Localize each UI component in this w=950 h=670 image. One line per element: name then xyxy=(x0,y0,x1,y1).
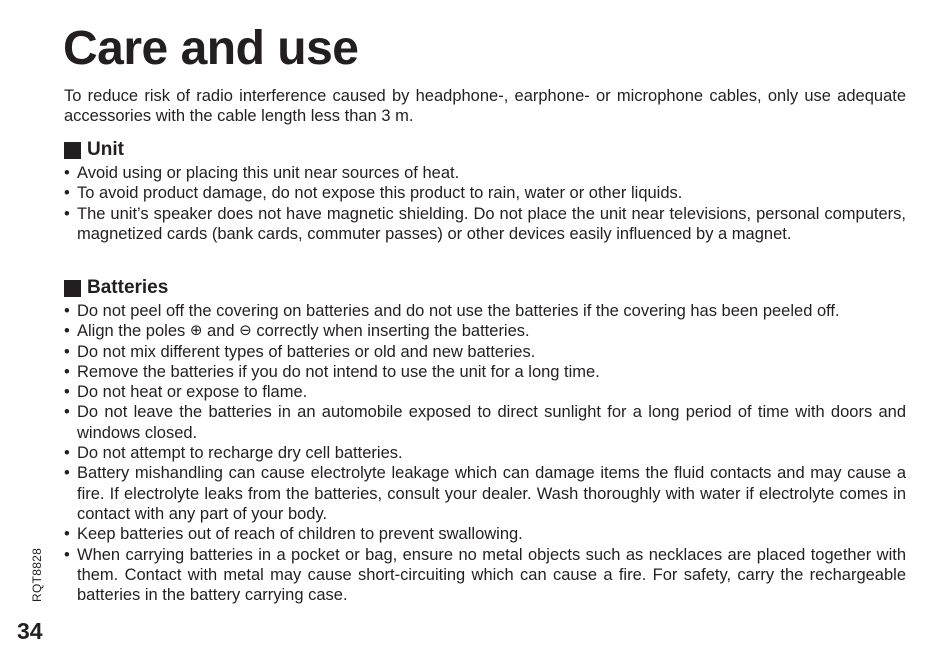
list-item-poles xyxy=(64,321,906,341)
batteries-list xyxy=(64,301,906,605)
section-square-icon xyxy=(64,142,81,159)
poles-text-a: Align the poles xyxy=(77,322,186,341)
page-title: Care and use xyxy=(63,22,359,75)
minus-pole-icon: ⊖ xyxy=(239,322,252,340)
batteries-section xyxy=(64,276,906,605)
list-item: • The unit’s speaker does not have magnetic shielding. Do not place the unit near televisions, personal computers, magnetized cards (bank cards, commuter passes) or other devices easily influenced by a magnet. xyxy=(64,204,906,245)
unit-list xyxy=(64,163,906,244)
batteries-heading xyxy=(64,276,906,300)
list-item: • Keep batteries out of reach of children to prevent swallowing. xyxy=(64,524,906,544)
intro-paragraph: To reduce risk of radio interference caused by headphone-, earphone- or microphone cables, only use adequate accessories with the cable length less than 3 m. xyxy=(64,87,906,126)
list-item: • When carrying batteries in a pocket or bag, ensure no metal objects such as necklaces are placed together with them. Contact with metal may cause short-circuiting which can cause a fire. For safety, carry the rechargeable batteries in the battery carrying case. xyxy=(64,545,906,606)
section-square-icon xyxy=(64,280,81,297)
list-item: • Do not peel off the covering on batteries and do not use the batteries if the covering has been peeled off. xyxy=(64,301,906,321)
page-number: 34 xyxy=(17,618,43,644)
unit-heading xyxy=(64,138,906,162)
unit-section xyxy=(64,138,906,244)
list-item: • Remove the batteries if you do not intend to use the unit for a long time. xyxy=(64,362,906,382)
unit-heading-label: Unit xyxy=(87,139,124,160)
list-item: • Do not heat or expose to flame. xyxy=(64,382,906,402)
list-item: • Do not leave the batteries in an automobile exposed to direct sunlight for a long period of time with doors and windows closed. xyxy=(64,402,906,443)
list-item: • Do not attempt to recharge dry cell batteries. xyxy=(64,443,906,463)
list-item: • Battery mishandling can cause electrolyte leakage which can damage items the fluid contacts and may cause a fire. If electrolyte leaks from the batteries, consult your dealer. Wash thoroughly with water if electrolyte comes in contact with any part of your body. xyxy=(64,463,906,524)
poles-text-c: correctly when inserting the batteries. xyxy=(256,322,530,341)
document-code: RQT8828 xyxy=(30,547,44,602)
list-item: • Do not mix different types of batteries or old and new batteries. xyxy=(64,342,906,362)
list-item: • Avoid using or placing this unit near sources of heat. xyxy=(64,163,906,183)
batteries-heading-label: Batteries xyxy=(87,277,169,298)
plus-pole-icon: ⊕ xyxy=(189,322,203,340)
poles-text-b: and xyxy=(207,322,235,341)
list-item: • To avoid product damage, do not expose this product to rain, water or other liquids. xyxy=(64,183,906,203)
